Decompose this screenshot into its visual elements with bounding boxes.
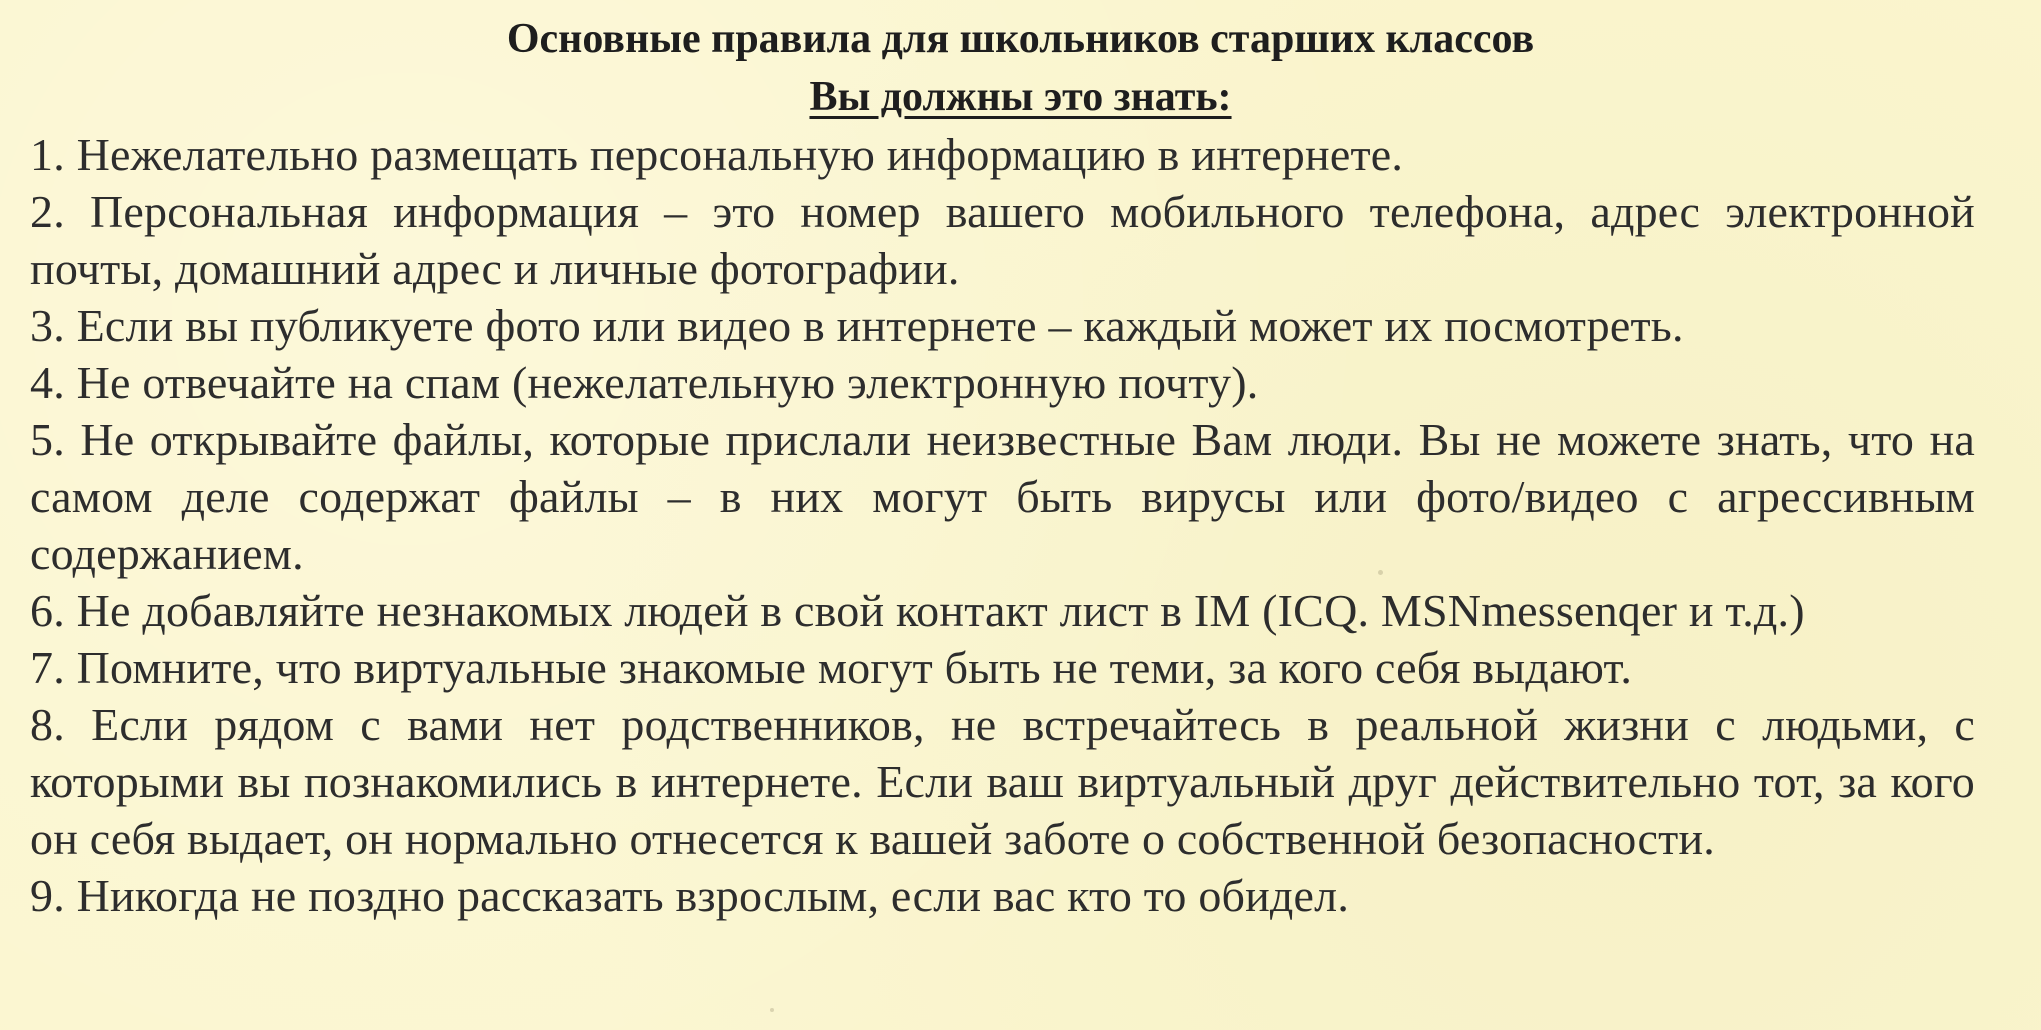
document-subtitle: [0, 76, 2041, 118]
rule-item-8: 8. Если рядом с вами нет родственников, не встречайтесь в реальной жизни с людьми, с которыми вы познакомились в интернете. Если ваш виртуальный друг действительно тот, за кого он себя выдает, он нормально отнесется к вашей заботе о собственной безопасности.: [30, 699, 1975, 864]
rules-list: [30, 126, 1975, 924]
document-title: Основные правила для школьников старших классов: [506, 16, 1535, 62]
scan-speck: [770, 1008, 774, 1012]
document-subtitle-text: Вы должны это знать:: [809, 74, 1232, 120]
rule-item-4: 4. Не отвечайте на спам (нежелательную электронную почту).: [30, 357, 1259, 408]
rule-item-7: 7. Помните, что виртуальные знакомые могут быть не теми, за кого себя выдают.: [30, 642, 1633, 693]
rule-item-9: 9. Никогда не поздно рассказать взрослым, если вас кто то обидел.: [30, 870, 1350, 921]
rule-item-5: 5. Не открывайте файлы, которые прислали неизвестные Вам люди. Вы не можете знать, что на самом деле содержат файлы – в них могут быть вирусы или фото/видео с агрессивным содержанием.: [30, 414, 1975, 579]
rule-item-1: 1. Нежелательно размещать персональную информацию в интернете.: [30, 129, 1404, 180]
rule-item-3: 3. Если вы публикуете фото или видео в интернете – каждый может их посмотреть.: [30, 300, 1684, 351]
rule-item-2: 2. Персональная информация – это номер вашего мобильного телефона, адрес электронной почты, домашний адрес и личные фотографии.: [30, 186, 1975, 294]
scan-speck: [1378, 570, 1383, 575]
rule-item-6: 6. Не добавляйте незнакомых людей в свой контакт лист в IM (ICQ. MSNmessenqer и т.д.): [30, 585, 1805, 636]
